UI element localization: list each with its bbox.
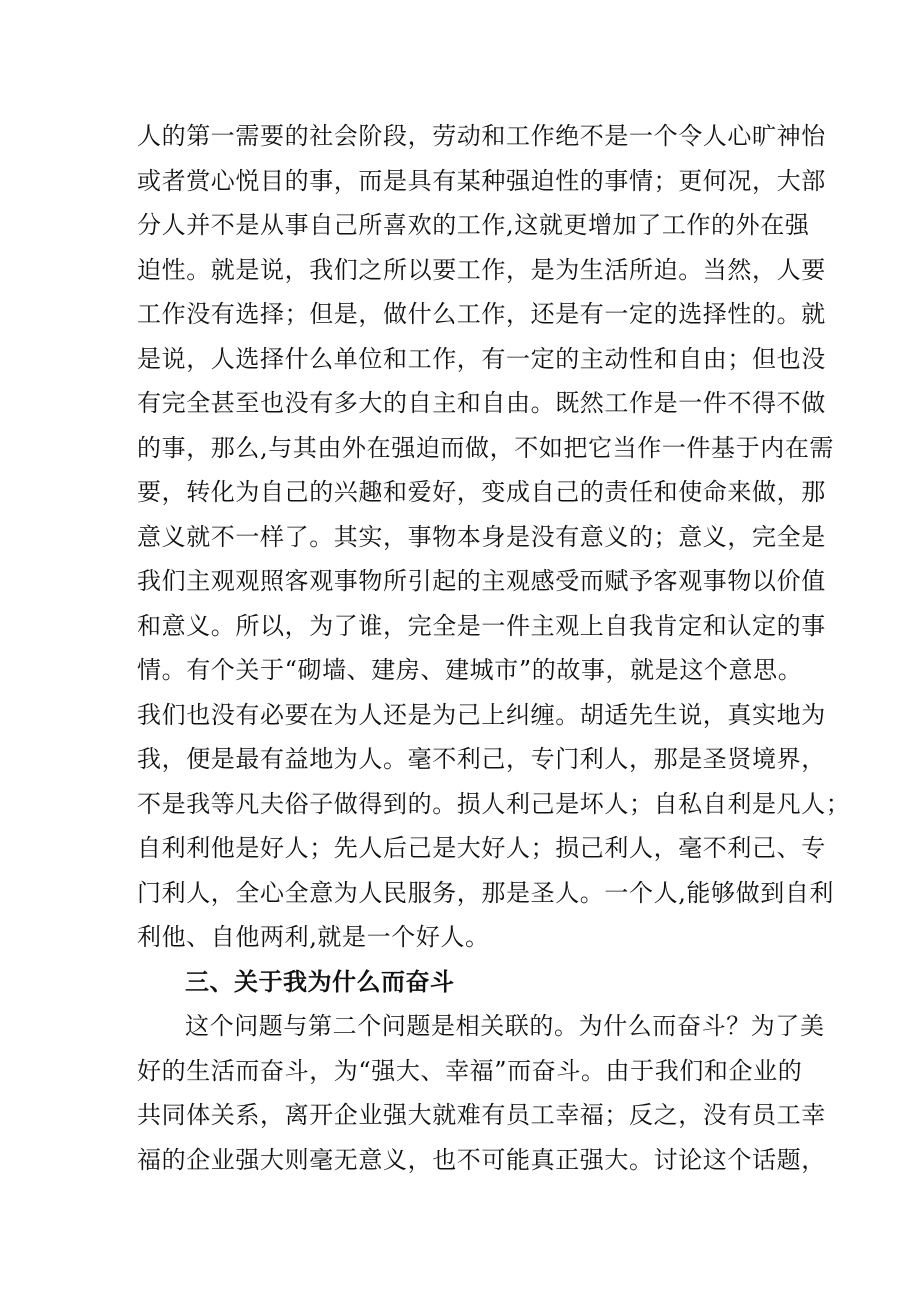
- paragraph-line: 我，便是最有益地为人。毫不利己，专门利人，那是圣贤境界，: [137, 745, 826, 773]
- paragraph-line: 或者赏心悦目的事，而是具有某种强迫性的事情；更何况，大部: [137, 166, 826, 195]
- paragraph-line: 我们主观观照客观事物所引起的主观感受而赋予客观事物以价值: [137, 567, 826, 595]
- paragraph-line: 迫性。就是说，我们之所以要工作，是为生活所迫。当然，人要: [137, 255, 826, 284]
- document-body: [137, 114, 851, 1182]
- paragraph-line: 我们也没有必要在为人还是为己上纠缠。胡适先生说，真实地为: [137, 700, 826, 729]
- paragraph-line: 意义就不一样了。其实，事物本身是没有意义的；意义，完全是: [137, 522, 826, 551]
- paragraph-line: 利他、自他两利,就是一个好人。: [137, 923, 490, 951]
- paragraph-line: 不是我等凡夫俗子做得到的。损人利己是坏人；自私自利是凡人；: [137, 789, 851, 818]
- paragraph-line: 门利人，全心全意为人民服务，那是圣人。一个人,能够做到自利: [137, 878, 835, 907]
- paragraph-line: 有完全甚至也没有多大的自主和自由。既然工作是一件不得不做: [137, 389, 826, 417]
- paragraph-line: 自利利他是好人；先人后己是大好人；损己利人，毫不利己、专: [137, 834, 826, 862]
- section-paragraph-line: 共同体关系，离开企业强大就难有员工幸福；反之，没有员工幸: [137, 1101, 826, 1129]
- section-paragraph-line: 福的企业强大则毫无意义，也不可能真正强大。讨论这个话题，: [137, 1145, 826, 1174]
- paragraph-line: 人的第一需要的社会阶段，劳动和工作绝不是一个令人心旷神怡: [137, 122, 826, 150]
- paragraph-line: 的事，那么,与其由外在强迫而做，不如把它当作一件基于内在需: [137, 433, 835, 462]
- paragraph-line: 分人并不是从事自己所喜欢的工作,这就更增加了工作的外在强: [137, 211, 810, 239]
- section-paragraph-line: 好的生活而奋斗，为“强大、幸福”而奋斗。由于我们和企业的: [137, 1056, 803, 1085]
- paragraph-line: 是说，人选择什么单位和工作，有一定的主动性和自由；但也没: [137, 344, 826, 373]
- section-paragraph-line: 这个问题与第二个问题是相关联的。为什么而奋斗？为了美: [185, 1012, 825, 1040]
- paragraph-line: 和意义。所以，为了谁，完全是一件主观上自我肯定和认定的事: [137, 611, 826, 640]
- paragraph-line: 情。有个关于“砌墙、建房、建城市”的故事，就是这个意思。: [137, 656, 803, 684]
- paragraph-line: 要，转化为自己的兴趣和爱好，变成自己的责任和使命来做，那: [137, 478, 826, 506]
- section-heading: 三、关于我为什么而奋斗: [185, 967, 455, 996]
- paragraph-line: 工作没有选择；但是，做什么工作，还是有一定的选择性的。就: [137, 300, 826, 328]
